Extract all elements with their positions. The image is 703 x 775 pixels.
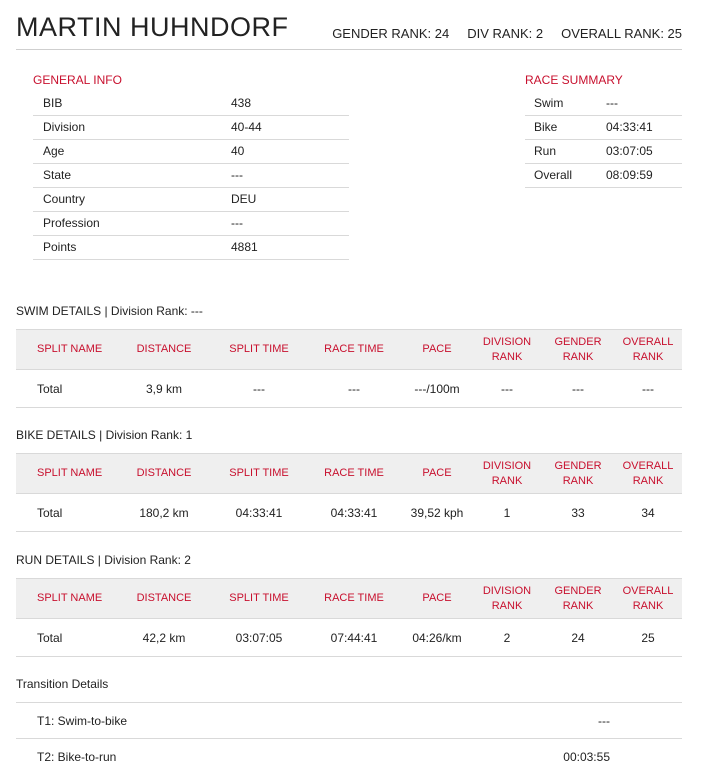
split-gender-rank-cell: --- [542,370,614,408]
division-rank: DIV RANK: 2 [467,26,544,41]
athlete-name: MARTIN HUHNDORF [16,12,289,42]
split-row [16,619,682,657]
general-info-row [33,91,349,115]
general-info-row [33,163,349,187]
general-info-table [33,91,349,260]
gender-rank-header-line2: RANK [562,599,594,612]
gender-rank-header [542,579,614,619]
pace-header: PACE [402,579,472,619]
split-distance-cell: 3,9 km [116,370,212,408]
info-label: BIB [33,91,231,115]
division-rank-header-line2: RANK [491,474,523,487]
gender-rank-header-line1: GENDER [554,459,602,472]
overall-rank-header-line2: RANK [632,474,664,487]
split-body [16,619,682,657]
info-label: Division [33,115,231,139]
race-time-header: RACE TIME [306,579,402,619]
split-time-header: SPLIT TIME [212,579,306,619]
summary-value: 04:33:41 [606,115,682,139]
split-overall-rank-cell: 25 [614,619,682,657]
run-details-title: RUN DETAILS | Division Rank: 2 [16,553,191,567]
pace-header: PACE [402,454,472,494]
split-name-cell: Total [16,370,116,408]
split-header [16,454,682,494]
division-rank-header-line2: RANK [491,350,523,363]
division-rank-header [472,330,542,370]
overall-rank-header-line1: OVERALL [622,459,674,472]
info-label: Age [33,139,231,163]
split-body [16,370,682,408]
race-time-header: RACE TIME [306,330,402,370]
info-value: 438 [231,91,349,115]
split-header-row [16,579,682,619]
info-label: State [33,163,231,187]
distance-header: DISTANCE [116,330,212,370]
division-rank-header-line1: DIVISION [482,335,532,348]
split-division-rank-cell: 1 [472,494,542,532]
gender-rank-header [542,454,614,494]
transition-details-title: Transition Details [16,677,109,691]
split-split-time-cell: 03:07:05 [212,619,306,657]
overall-rank-header-line2: RANK [632,350,664,363]
general-info-row [33,235,349,259]
split-time-header: SPLIT TIME [212,454,306,494]
split-gender-rank-cell: 24 [542,619,614,657]
summary-value: --- [606,91,682,115]
race-time-header: RACE TIME [306,454,402,494]
race-summary-title: RACE SUMMARY [525,73,623,87]
general-info-title: GENERAL INFO [33,73,122,87]
bike-details-title: BIKE DETAILS | Division Rank: 1 [16,428,193,442]
info-label: Profession [33,211,231,235]
transition-value: 00:03:55 [338,739,682,775]
transition-details-table [16,702,682,775]
bike-details-table [16,453,682,532]
summary-value: 03:07:05 [606,139,682,163]
swim-details-table [16,329,682,408]
summary-label: Swim [525,91,606,115]
split-division-rank-cell: 2 [472,619,542,657]
split-race-time-cell: 07:44:41 [306,619,402,657]
pace-header: PACE [402,330,472,370]
split-name-header: SPLIT NAME [16,579,116,619]
overall-rank: OVERALL RANK: 25 [561,26,682,41]
transition-row [16,703,682,739]
race-summary-row [525,115,682,139]
info-value: --- [231,163,349,187]
info-value: --- [231,211,349,235]
split-gender-rank-cell: 33 [542,494,614,532]
split-distance-cell: 42,2 km [116,619,212,657]
gender-rank: GENDER RANK: 24 [332,26,450,41]
split-header [16,330,682,370]
split-header-row [16,330,682,370]
split-body [16,494,682,532]
info-value: 40-44 [231,115,349,139]
division-rank-header [472,579,542,619]
gender-rank-header-line2: RANK [562,350,594,363]
split-division-rank-cell: --- [472,370,542,408]
run-details-table [16,578,682,657]
gender-rank-header [542,330,614,370]
split-row [16,370,682,408]
split-pace-cell: 39,52 kph [402,494,472,532]
distance-header: DISTANCE [116,454,212,494]
split-name-cell: Total [16,494,116,532]
race-summary-table [525,91,682,188]
general-info-row [33,211,349,235]
split-race-time-cell: 04:33:41 [306,494,402,532]
general-info-row [33,115,349,139]
overall-rank-header-line2: RANK [632,599,664,612]
race-summary-row [525,139,682,163]
split-pace-cell: 04:26/km [402,619,472,657]
info-value: DEU [231,187,349,211]
info-value: 4881 [231,235,349,259]
split-header-row [16,454,682,494]
split-split-time-cell: 04:33:41 [212,494,306,532]
split-time-header: SPLIT TIME [212,330,306,370]
overall-rank-header [614,579,682,619]
transition-value: --- [338,703,682,739]
info-label: Country [33,187,231,211]
split-name-cell: Total [16,619,116,657]
summary-value: 08:09:59 [606,163,682,187]
race-summary-row [525,163,682,187]
rank-summary [332,26,682,41]
summary-label: Run [525,139,606,163]
split-pace-cell: ---/100m [402,370,472,408]
transition-label: T2: Bike-to-run [16,739,338,775]
split-name-header: SPLIT NAME [16,330,116,370]
split-race-time-cell: --- [306,370,402,408]
split-overall-rank-cell: 34 [614,494,682,532]
general-info-row [33,187,349,211]
distance-header: DISTANCE [116,579,212,619]
overall-rank-header-line1: OVERALL [622,584,674,597]
summary-label: Overall [525,163,606,187]
transition-label: T1: Swim-to-bike [16,703,338,739]
summary-label: Bike [525,115,606,139]
split-split-time-cell: --- [212,370,306,408]
split-header [16,579,682,619]
transition-row [16,739,682,775]
overall-rank-header [614,454,682,494]
info-value: 40 [231,139,349,163]
split-overall-rank-cell: --- [614,370,682,408]
split-distance-cell: 180,2 km [116,494,212,532]
athlete-header [16,8,682,50]
info-label: Points [33,235,231,259]
swim-details-title: SWIM DETAILS | Division Rank: --- [16,304,203,318]
division-rank-header-line1: DIVISION [482,459,532,472]
split-row [16,494,682,532]
gender-rank-header-line2: RANK [562,474,594,487]
general-info-row [33,139,349,163]
split-name-header: SPLIT NAME [16,454,116,494]
division-rank-header-line2: RANK [491,599,523,612]
gender-rank-header-line1: GENDER [554,584,602,597]
overall-rank-header [614,330,682,370]
gender-rank-header-line1: GENDER [554,335,602,348]
race-summary-row [525,91,682,115]
overall-rank-header-line1: OVERALL [622,335,674,348]
division-rank-header-line1: DIVISION [482,584,532,597]
division-rank-header [472,454,542,494]
